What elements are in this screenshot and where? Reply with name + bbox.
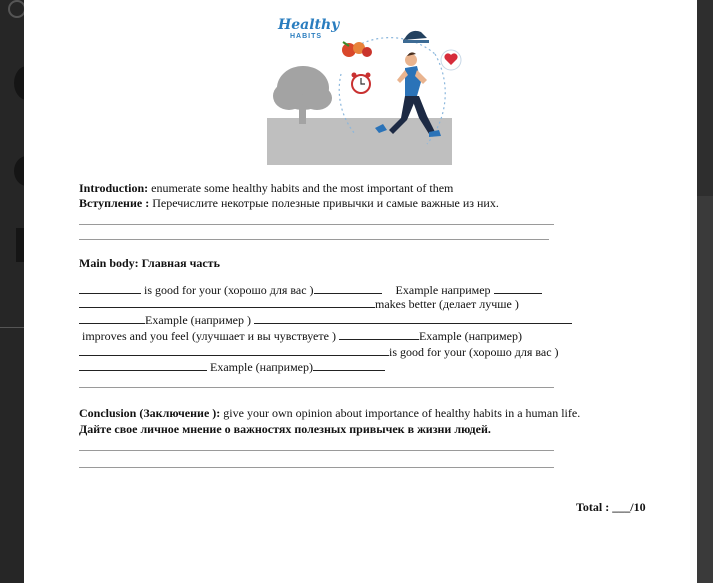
total-blank[interactable]: ___ — [612, 500, 631, 514]
fill-in-blank[interactable] — [339, 329, 419, 340]
main-body-line-3 — [79, 313, 572, 327]
main-body-text: is good for your (хорошо для вас ) — [144, 283, 314, 297]
main-body-text: Example (например) — [210, 360, 313, 374]
conclusion-label: Conclusion (Заключение ): — [79, 406, 221, 420]
conclusion-line — [79, 406, 580, 420]
alarm-clock-icon — [352, 73, 371, 94]
logo-subtitle: HABITS — [289, 33, 323, 40]
fill-in-blank[interactable] — [79, 283, 141, 294]
main-body-line-2 — [79, 297, 519, 311]
heart-icon — [441, 50, 461, 70]
introduction-ru-line — [79, 196, 499, 210]
worksheet-page — [24, 0, 697, 583]
fill-in-blank[interactable] — [313, 360, 385, 371]
fill-in-blank[interactable] — [79, 360, 207, 371]
background-panel — [697, 196, 713, 583]
main-body-line-5 — [79, 345, 559, 359]
main-body-line-1 — [79, 283, 542, 297]
introduction-line — [79, 181, 453, 195]
tree-icon — [273, 66, 332, 124]
main-body-heading: Main body: Главная часть — [79, 256, 220, 270]
introduction-text: enumerate some healthy habits and the most important of them — [148, 181, 454, 195]
answer-line[interactable] — [79, 387, 554, 388]
background-left-edge — [0, 0, 24, 583]
fill-in-blank[interactable] — [314, 283, 382, 294]
sneaker-icon — [403, 31, 429, 43]
main-body-line-6 — [79, 360, 385, 374]
answer-line[interactable] — [79, 239, 549, 240]
answer-line[interactable] — [79, 450, 554, 451]
healthy-habits-logo — [278, 17, 340, 41]
introduction-label: Introduction: — [79, 181, 149, 195]
main-body-text: Example например — [395, 283, 491, 297]
background-divider — [0, 327, 24, 328]
answer-line[interactable] — [79, 224, 554, 225]
fill-in-blank[interactable] — [79, 297, 375, 308]
conclusion-ru-text: Дайте свое личное мнение о важностях полезных привычек в жизни людей. — [79, 422, 491, 436]
main-body-text: is good for your (хорошо для вас ) — [389, 345, 559, 359]
main-body-line-4 — [82, 329, 522, 343]
fill-in-blank[interactable] — [254, 313, 572, 324]
main-body-text: Example (например) — [418, 329, 522, 343]
total-max: /10 — [630, 500, 646, 514]
conclusion-text: give your own opinion about importance of healthy habits in a human life. — [220, 406, 581, 420]
total-label: Total : — [576, 500, 613, 514]
main-body-text: makes better (делает лучше ) — [375, 297, 519, 311]
introduction-ru-text: Перечислите некотрые полезные привычки и самые важные из них. — [149, 196, 499, 210]
main-body-text: Example (например ) — [145, 313, 251, 327]
total-score — [576, 500, 646, 514]
answer-line[interactable] — [79, 467, 554, 468]
main-body-text: improves and you feel (улучшает и вы чувствуете ) — [82, 329, 336, 343]
fruit-icon — [342, 42, 372, 57]
introduction-ru-label: Вступление : — [79, 196, 150, 210]
fill-in-blank[interactable] — [79, 313, 145, 324]
background-right-edge — [697, 0, 713, 583]
fill-in-blank[interactable] — [494, 283, 542, 294]
fill-in-blank[interactable] — [79, 345, 389, 356]
logo-title: Healthy — [278, 17, 340, 33]
